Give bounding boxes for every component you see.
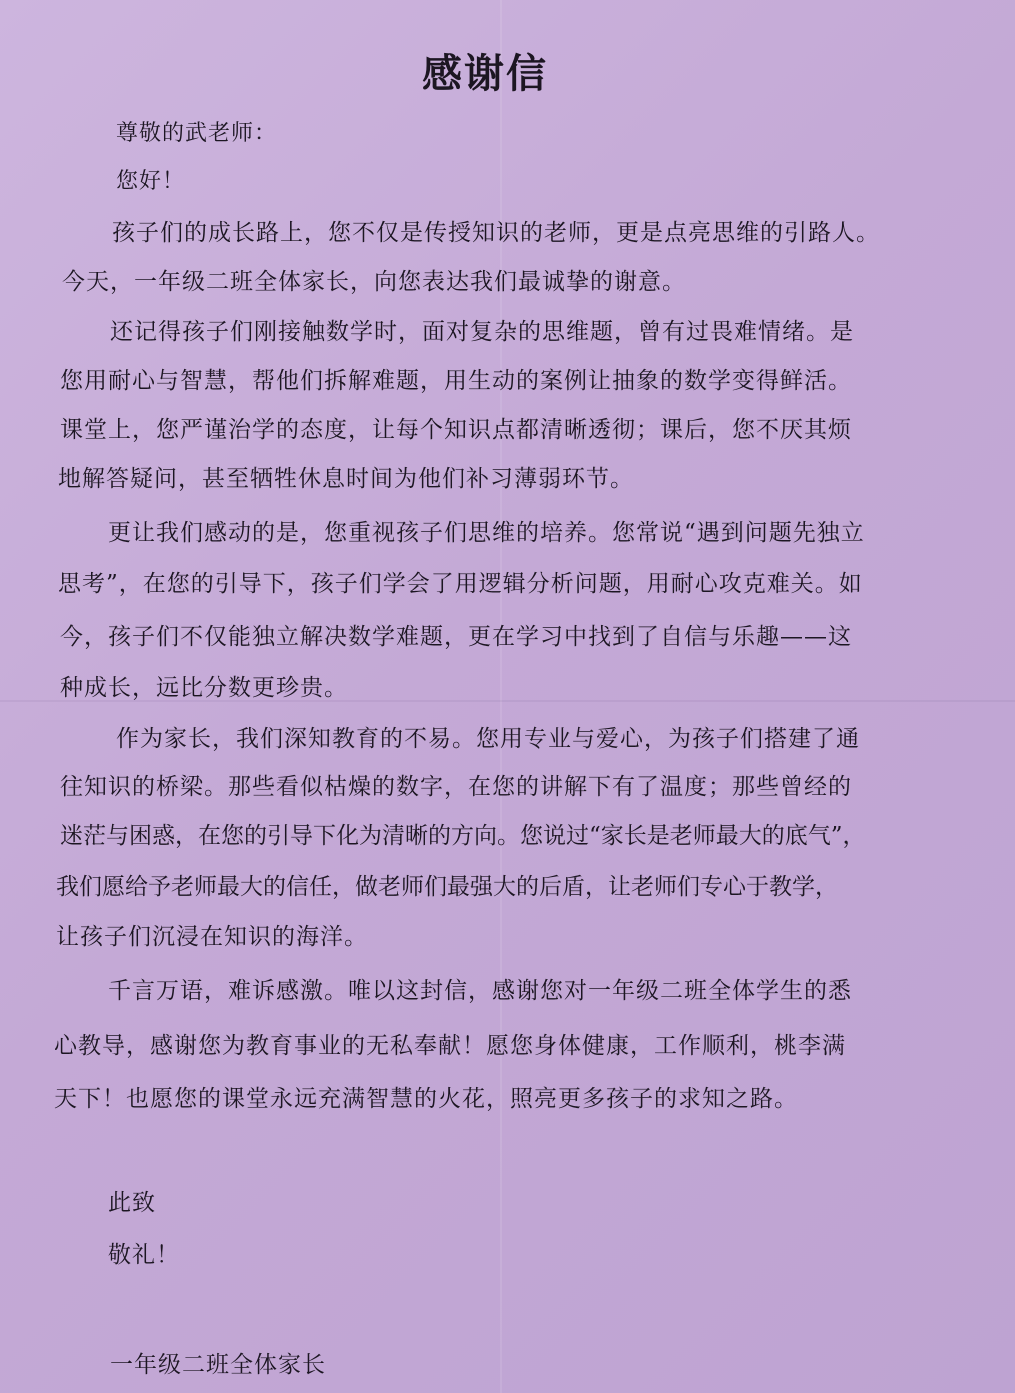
body-line: 今，孩子们不仅能独立解决数学难题，更在学习中找到了自信与乐趣——这 — [60, 624, 852, 650]
body-line: 作为家长，我们深知教育的不易。您用专业与爱心，为孩子们搭建了通 — [116, 726, 860, 752]
body-line: 您用耐心与智慧，帮他们拆解难题，用生动的案例让抽象的数学变得鲜活。 — [60, 368, 852, 394]
body-line: 思考”，在您的引导下，孩子们学会了用逻辑分析问题，用耐心攻克难关。如 — [58, 571, 863, 597]
closing-line-2: 敬礼！ — [108, 1242, 180, 1268]
body-line: 我们愿给予老师最大的信任，做老师们最强大的后盾，让老师们专心于教学， — [56, 874, 838, 900]
body-line: 种成长，远比分数更珍贵。 — [60, 675, 348, 701]
salutation: 尊敬的武老师： — [116, 121, 278, 146]
signature: 一年级二班全体家长 — [110, 1352, 326, 1378]
paper-fold-vertical — [500, 0, 502, 1393]
body-line: 更让我们感动的是，您重视孩子们思维的培养。您常说“遇到问题先独立 — [108, 520, 865, 546]
body-line: 往知识的桥梁。那些看似枯燥的数字，在您的讲解下有了温度；那些曾经的 — [60, 774, 852, 800]
body-line: 课堂上，您严谨治学的态度，让每个知识点都清晰透彻；课后，您不厌其烦 — [60, 417, 852, 443]
body-line: 迷茫与困惑，在您的引导下化为清晰的方向。您说过“家长是老师最大的底气”， — [60, 823, 866, 849]
greeting: 您好！ — [116, 169, 186, 194]
body-line: 让孩子们沉浸在知识的海洋。 — [56, 924, 368, 950]
body-line: 天下！也愿您的课堂永远充满智慧的火花，照亮更多孩子的求知之路。 — [54, 1086, 798, 1112]
body-line: 地解答疑问，甚至牺牲休息时间为他们补习薄弱环节。 — [58, 466, 634, 492]
body-line: 心教导，感谢您为教育事业的无私奉献！愿您身体健康，工作顺利，桃李满 — [54, 1033, 846, 1059]
body-line: 千言万语，难诉感激。唯以这封信，感谢您对一年级二班全体学生的悉 — [108, 978, 852, 1004]
body-line: 今天，一年级二班全体家长，向您表达我们最诚挚的谢意。 — [62, 269, 686, 295]
body-line: 孩子们的成长路上，您不仅是传授知识的老师，更是点亮思维的引路人。 — [112, 220, 880, 246]
body-line: 还记得孩子们刚接触数学时，面对复杂的思维题，曾有过畏难情绪。是 — [110, 319, 854, 345]
letter-title: 感谢信 — [422, 51, 548, 97]
closing-line-1: 此致 — [108, 1190, 156, 1216]
